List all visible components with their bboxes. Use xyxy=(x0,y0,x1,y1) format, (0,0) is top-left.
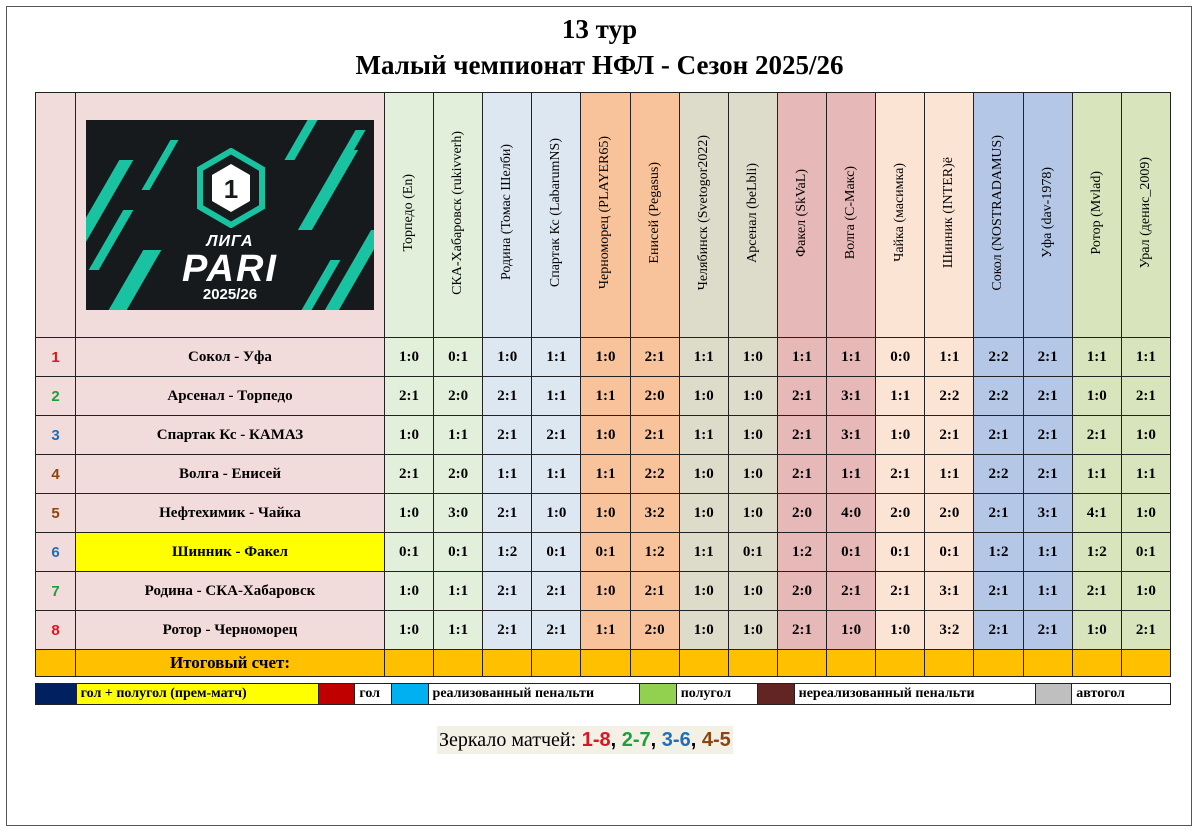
participant-header xyxy=(581,93,630,338)
score-cell: 2:1 xyxy=(777,455,826,494)
score-cell: 0:1 xyxy=(384,533,433,572)
match-number: 6 xyxy=(36,533,76,572)
score-cell: 2:2 xyxy=(974,377,1023,416)
score-cell: 1:0 xyxy=(728,455,777,494)
score-cell: 2:1 xyxy=(384,377,433,416)
score-cell: 2:0 xyxy=(434,377,483,416)
score-cell: 2:1 xyxy=(483,494,532,533)
participant-label: Арсенал (beLbli) xyxy=(744,162,760,263)
score-cell: 2:1 xyxy=(974,611,1023,650)
total-cell xyxy=(925,650,974,677)
score-cell: 2:2 xyxy=(974,455,1023,494)
score-cell: 1:0 xyxy=(532,494,581,533)
match-row xyxy=(36,455,1171,494)
participant-label: Ротор (Mvlad) xyxy=(1088,170,1104,255)
score-cell: 2:1 xyxy=(1023,338,1072,377)
score-cell: 2:0 xyxy=(630,611,679,650)
score-cell: 2:1 xyxy=(1121,611,1170,650)
logo-line1: ЛИГА xyxy=(206,233,254,250)
mirror-pair: 4-5 xyxy=(701,729,731,751)
match-row xyxy=(36,338,1171,377)
score-cell: 1:1 xyxy=(532,377,581,416)
participant-header xyxy=(483,93,532,338)
score-cell: 2:1 xyxy=(483,416,532,455)
legend-swatch xyxy=(318,684,355,705)
logo-line2: PARI xyxy=(182,248,278,290)
match-name: Родина - СКА-Хабаровск xyxy=(76,572,385,611)
league-emblem-icon xyxy=(196,148,266,228)
score-cell: 1:0 xyxy=(876,611,925,650)
match-number: 1 xyxy=(36,338,76,377)
score-cell: 2:1 xyxy=(630,572,679,611)
svg-text:1: 1 xyxy=(223,174,239,204)
mirror-pair: 1-8 xyxy=(581,729,611,751)
score-cell: 0:1 xyxy=(434,338,483,377)
participant-label: Чайка (масимка) xyxy=(892,163,908,262)
score-cell: 2:1 xyxy=(974,572,1023,611)
score-cell: 1:0 xyxy=(581,338,630,377)
score-cell: 2:1 xyxy=(483,572,532,611)
score-cell: 1:0 xyxy=(483,338,532,377)
score-cell: 3:2 xyxy=(925,611,974,650)
liga-pari-logo xyxy=(86,120,374,310)
match-row xyxy=(36,494,1171,533)
score-cell: 0:1 xyxy=(434,533,483,572)
score-cell: 2:1 xyxy=(1023,455,1072,494)
score-cell: 1:1 xyxy=(679,416,728,455)
score-cell: 2:1 xyxy=(974,416,1023,455)
score-cell: 1:0 xyxy=(728,494,777,533)
mirror-pair: 2-7 xyxy=(621,729,651,751)
total-cell xyxy=(1023,650,1072,677)
legend-label: полугол xyxy=(676,684,757,705)
total-cell xyxy=(827,650,876,677)
total-label: Итоговый счет: xyxy=(76,650,385,677)
score-cell: 1:1 xyxy=(581,611,630,650)
championship-title: Малый чемпионат НФЛ - Сезон 2025/26 xyxy=(355,50,844,80)
participant-label: Шинник (INTER)ё xyxy=(941,156,957,269)
score-cell: 1:0 xyxy=(728,611,777,650)
score-cell: 1:0 xyxy=(581,572,630,611)
score-cell: 3:0 xyxy=(434,494,483,533)
participant-header xyxy=(925,93,974,338)
match-number: 5 xyxy=(36,494,76,533)
score-cell: 2:1 xyxy=(630,416,679,455)
score-cell: 2:1 xyxy=(532,416,581,455)
legend-label: гол xyxy=(355,684,392,705)
score-cell: 1:0 xyxy=(728,572,777,611)
participant-header xyxy=(1121,93,1170,338)
participant-label: Уфа (dav-1978) xyxy=(1039,167,1055,258)
score-cell: 2:2 xyxy=(925,377,974,416)
score-cell: 1:1 xyxy=(532,455,581,494)
score-cell: 2:1 xyxy=(777,611,826,650)
score-cell: 4:0 xyxy=(827,494,876,533)
mirror-note: Зеркало матчей: 1-8, 2-7, 3-6, 4-5 xyxy=(437,726,733,754)
score-cell: 1:1 xyxy=(876,377,925,416)
score-cell: 1:2 xyxy=(483,533,532,572)
participant-header xyxy=(630,93,679,338)
legend-label: нереализованный пенальти xyxy=(794,684,1035,705)
score-cell: 1:1 xyxy=(434,416,483,455)
score-cell: 1:0 xyxy=(384,572,433,611)
score-cell: 1:1 xyxy=(777,338,826,377)
participant-label: Волга (С-Макс) xyxy=(843,165,859,260)
score-cell: 0:1 xyxy=(581,533,630,572)
total-cell xyxy=(630,650,679,677)
match-number: 3 xyxy=(36,416,76,455)
score-cell: 1:0 xyxy=(384,338,433,377)
participant-header xyxy=(728,93,777,338)
score-cell: 1:1 xyxy=(1072,338,1121,377)
match-number: 2 xyxy=(36,377,76,416)
score-cell: 2:0 xyxy=(925,494,974,533)
score-cell: 2:1 xyxy=(777,377,826,416)
score-cell: 1:2 xyxy=(630,533,679,572)
participant-header xyxy=(434,93,483,338)
match-name: Волга - Енисей xyxy=(76,455,385,494)
score-cell: 1:1 xyxy=(679,533,728,572)
participant-label: СКА-Хабаровск (rukivverh) xyxy=(450,130,466,295)
score-cell: 1:0 xyxy=(581,416,630,455)
score-cell: 1:1 xyxy=(925,338,974,377)
score-cell: 2:0 xyxy=(777,494,826,533)
legend-swatch xyxy=(1035,684,1072,705)
score-cell: 1:1 xyxy=(679,338,728,377)
score-cell: 1:0 xyxy=(876,416,925,455)
score-cell: 2:1 xyxy=(630,338,679,377)
score-cell: 0:1 xyxy=(532,533,581,572)
score-cell: 1:1 xyxy=(1023,533,1072,572)
score-cell: 2:1 xyxy=(483,611,532,650)
score-cell: 1:1 xyxy=(434,611,483,650)
match-name: Ротор - Черноморец xyxy=(76,611,385,650)
match-name: Спартак Кс - КАМАЗ xyxy=(76,416,385,455)
score-cell: 0:1 xyxy=(925,533,974,572)
total-cell xyxy=(384,650,433,677)
score-cell: 1:0 xyxy=(1072,611,1121,650)
score-cell: 1:1 xyxy=(827,455,876,494)
score-cell: 3:2 xyxy=(630,494,679,533)
score-cell: 1:1 xyxy=(925,455,974,494)
score-cell: 1:1 xyxy=(1072,455,1121,494)
participant-header xyxy=(876,93,925,338)
match-name: Сокол - Уфа xyxy=(76,338,385,377)
score-cell: 2:1 xyxy=(925,416,974,455)
score-cell: 1:1 xyxy=(483,455,532,494)
score-cell: 2:1 xyxy=(1072,416,1121,455)
score-cell: 1:0 xyxy=(1072,377,1121,416)
score-cell: 3:1 xyxy=(827,416,876,455)
score-cell: 1:0 xyxy=(581,494,630,533)
score-cell: 1:0 xyxy=(384,611,433,650)
participant-header xyxy=(384,93,433,338)
round-title: 13 тур xyxy=(561,14,638,44)
legend-swatch xyxy=(36,684,77,705)
total-cell xyxy=(1121,650,1170,677)
score-cell: 2:2 xyxy=(974,338,1023,377)
score-cell: 2:1 xyxy=(1023,377,1072,416)
score-cell: 2:1 xyxy=(1121,377,1170,416)
score-cell: 1:2 xyxy=(1072,533,1121,572)
score-cell: 1:0 xyxy=(384,494,433,533)
participant-label: Сокол (NOSTRADAMUS) xyxy=(990,134,1006,291)
score-cell: 2:1 xyxy=(876,572,925,611)
score-cell: 1:1 xyxy=(581,377,630,416)
score-cell: 1:1 xyxy=(1121,338,1170,377)
score-cell: 2:1 xyxy=(974,494,1023,533)
total-cell xyxy=(876,650,925,677)
score-cell: 2:0 xyxy=(434,455,483,494)
score-cell: 0:1 xyxy=(876,533,925,572)
score-cell: 3:1 xyxy=(1023,494,1072,533)
total-cell xyxy=(581,650,630,677)
match-number: 7 xyxy=(36,572,76,611)
score-cell: 2:0 xyxy=(876,494,925,533)
legend-label: автогол xyxy=(1072,684,1171,705)
score-cell: 1:1 xyxy=(1023,572,1072,611)
score-cell: 1:1 xyxy=(532,338,581,377)
legend-label: гол + полугол (прем-матч) xyxy=(76,684,318,705)
score-cell: 1:0 xyxy=(827,611,876,650)
score-cell: 2:0 xyxy=(630,377,679,416)
total-row xyxy=(36,650,1171,677)
participant-label: Родина (Томас Шелби) xyxy=(499,144,515,281)
score-cell: 1:0 xyxy=(728,338,777,377)
match-name: Шинник - Факел xyxy=(76,533,385,572)
score-cell: 2:1 xyxy=(1023,611,1072,650)
score-cell: 2:1 xyxy=(876,455,925,494)
score-cell: 1:0 xyxy=(1121,572,1170,611)
logo-line3: 2025/26 xyxy=(202,286,258,303)
score-cell: 1:1 xyxy=(581,455,630,494)
score-cell: 1:0 xyxy=(679,455,728,494)
total-cell xyxy=(777,650,826,677)
participant-header xyxy=(777,93,826,338)
score-cell: 3:1 xyxy=(827,377,876,416)
match-number: 4 xyxy=(36,455,76,494)
participant-header xyxy=(1072,93,1121,338)
match-name: Арсенал - Торпедо xyxy=(76,377,385,416)
score-cell: 1:2 xyxy=(974,533,1023,572)
score-cell: 2:1 xyxy=(1023,416,1072,455)
participant-header xyxy=(974,93,1023,338)
participant-label: Енисей (Pegasus) xyxy=(646,161,662,264)
score-cell: 4:1 xyxy=(1072,494,1121,533)
legend-swatch xyxy=(640,684,677,705)
score-cell: 2:1 xyxy=(532,611,581,650)
score-cell: 0:0 xyxy=(876,338,925,377)
match-row xyxy=(36,572,1171,611)
score-cell: 1:0 xyxy=(384,416,433,455)
participant-label: Факел (SkVaL) xyxy=(793,168,809,257)
total-cell xyxy=(1072,650,1121,677)
score-cell: 2:1 xyxy=(483,377,532,416)
participant-label: Торпедо (En) xyxy=(400,173,416,252)
score-cell: 2:2 xyxy=(630,455,679,494)
total-cell xyxy=(974,650,1023,677)
score-cell: 1:2 xyxy=(777,533,826,572)
legend-label: реализованный пенальти xyxy=(428,684,640,705)
corner-cell xyxy=(36,93,76,338)
score-cell: 2:1 xyxy=(384,455,433,494)
score-cell: 1:0 xyxy=(679,572,728,611)
mirror-label: Зеркало матчей: xyxy=(439,729,577,751)
predictions-table xyxy=(35,92,1171,677)
match-name: Нефтехимик - Чайка xyxy=(76,494,385,533)
score-cell: 1:1 xyxy=(434,572,483,611)
total-corner xyxy=(36,650,76,677)
participant-label: Спартак Кс (LabarumNS) xyxy=(548,137,564,288)
participant-header xyxy=(679,93,728,338)
legend xyxy=(35,683,1171,705)
score-cell: 1:0 xyxy=(1121,494,1170,533)
score-cell: 1:1 xyxy=(827,338,876,377)
score-cell: 2:1 xyxy=(1072,572,1121,611)
score-cell: 2:1 xyxy=(532,572,581,611)
match-row xyxy=(36,416,1171,455)
participant-label: Челябинск (Svetogor2022) xyxy=(695,134,711,291)
match-row xyxy=(36,611,1171,650)
total-cell xyxy=(532,650,581,677)
score-cell: 2:1 xyxy=(827,572,876,611)
score-cell: 1:0 xyxy=(679,611,728,650)
participant-label: Черноморец (PLAYER65) xyxy=(597,135,613,290)
score-cell: 0:1 xyxy=(728,533,777,572)
score-cell: 3:1 xyxy=(925,572,974,611)
legend-swatch xyxy=(758,684,795,705)
score-cell: 0:1 xyxy=(827,533,876,572)
participant-header xyxy=(827,93,876,338)
score-cell: 0:1 xyxy=(1121,533,1170,572)
score-cell: 1:0 xyxy=(728,377,777,416)
total-cell xyxy=(434,650,483,677)
score-cell: 2:0 xyxy=(777,572,826,611)
total-cell xyxy=(679,650,728,677)
participant-header xyxy=(1023,93,1072,338)
match-number: 8 xyxy=(36,611,76,650)
score-cell: 1:0 xyxy=(1121,416,1170,455)
match-row xyxy=(36,533,1171,572)
score-cell: 1:0 xyxy=(679,494,728,533)
score-cell: 2:1 xyxy=(777,416,826,455)
participant-header xyxy=(532,93,581,338)
logo-cell xyxy=(76,93,385,338)
score-cell: 1:1 xyxy=(1121,455,1170,494)
participant-label: Урал (денис_2009) xyxy=(1137,156,1153,269)
legend-swatch xyxy=(391,684,428,705)
score-cell: 1:0 xyxy=(679,377,728,416)
total-cell xyxy=(728,650,777,677)
mirror-pair: 3-6 xyxy=(661,729,691,751)
match-row xyxy=(36,377,1171,416)
total-cell xyxy=(483,650,532,677)
score-cell: 1:0 xyxy=(728,416,777,455)
